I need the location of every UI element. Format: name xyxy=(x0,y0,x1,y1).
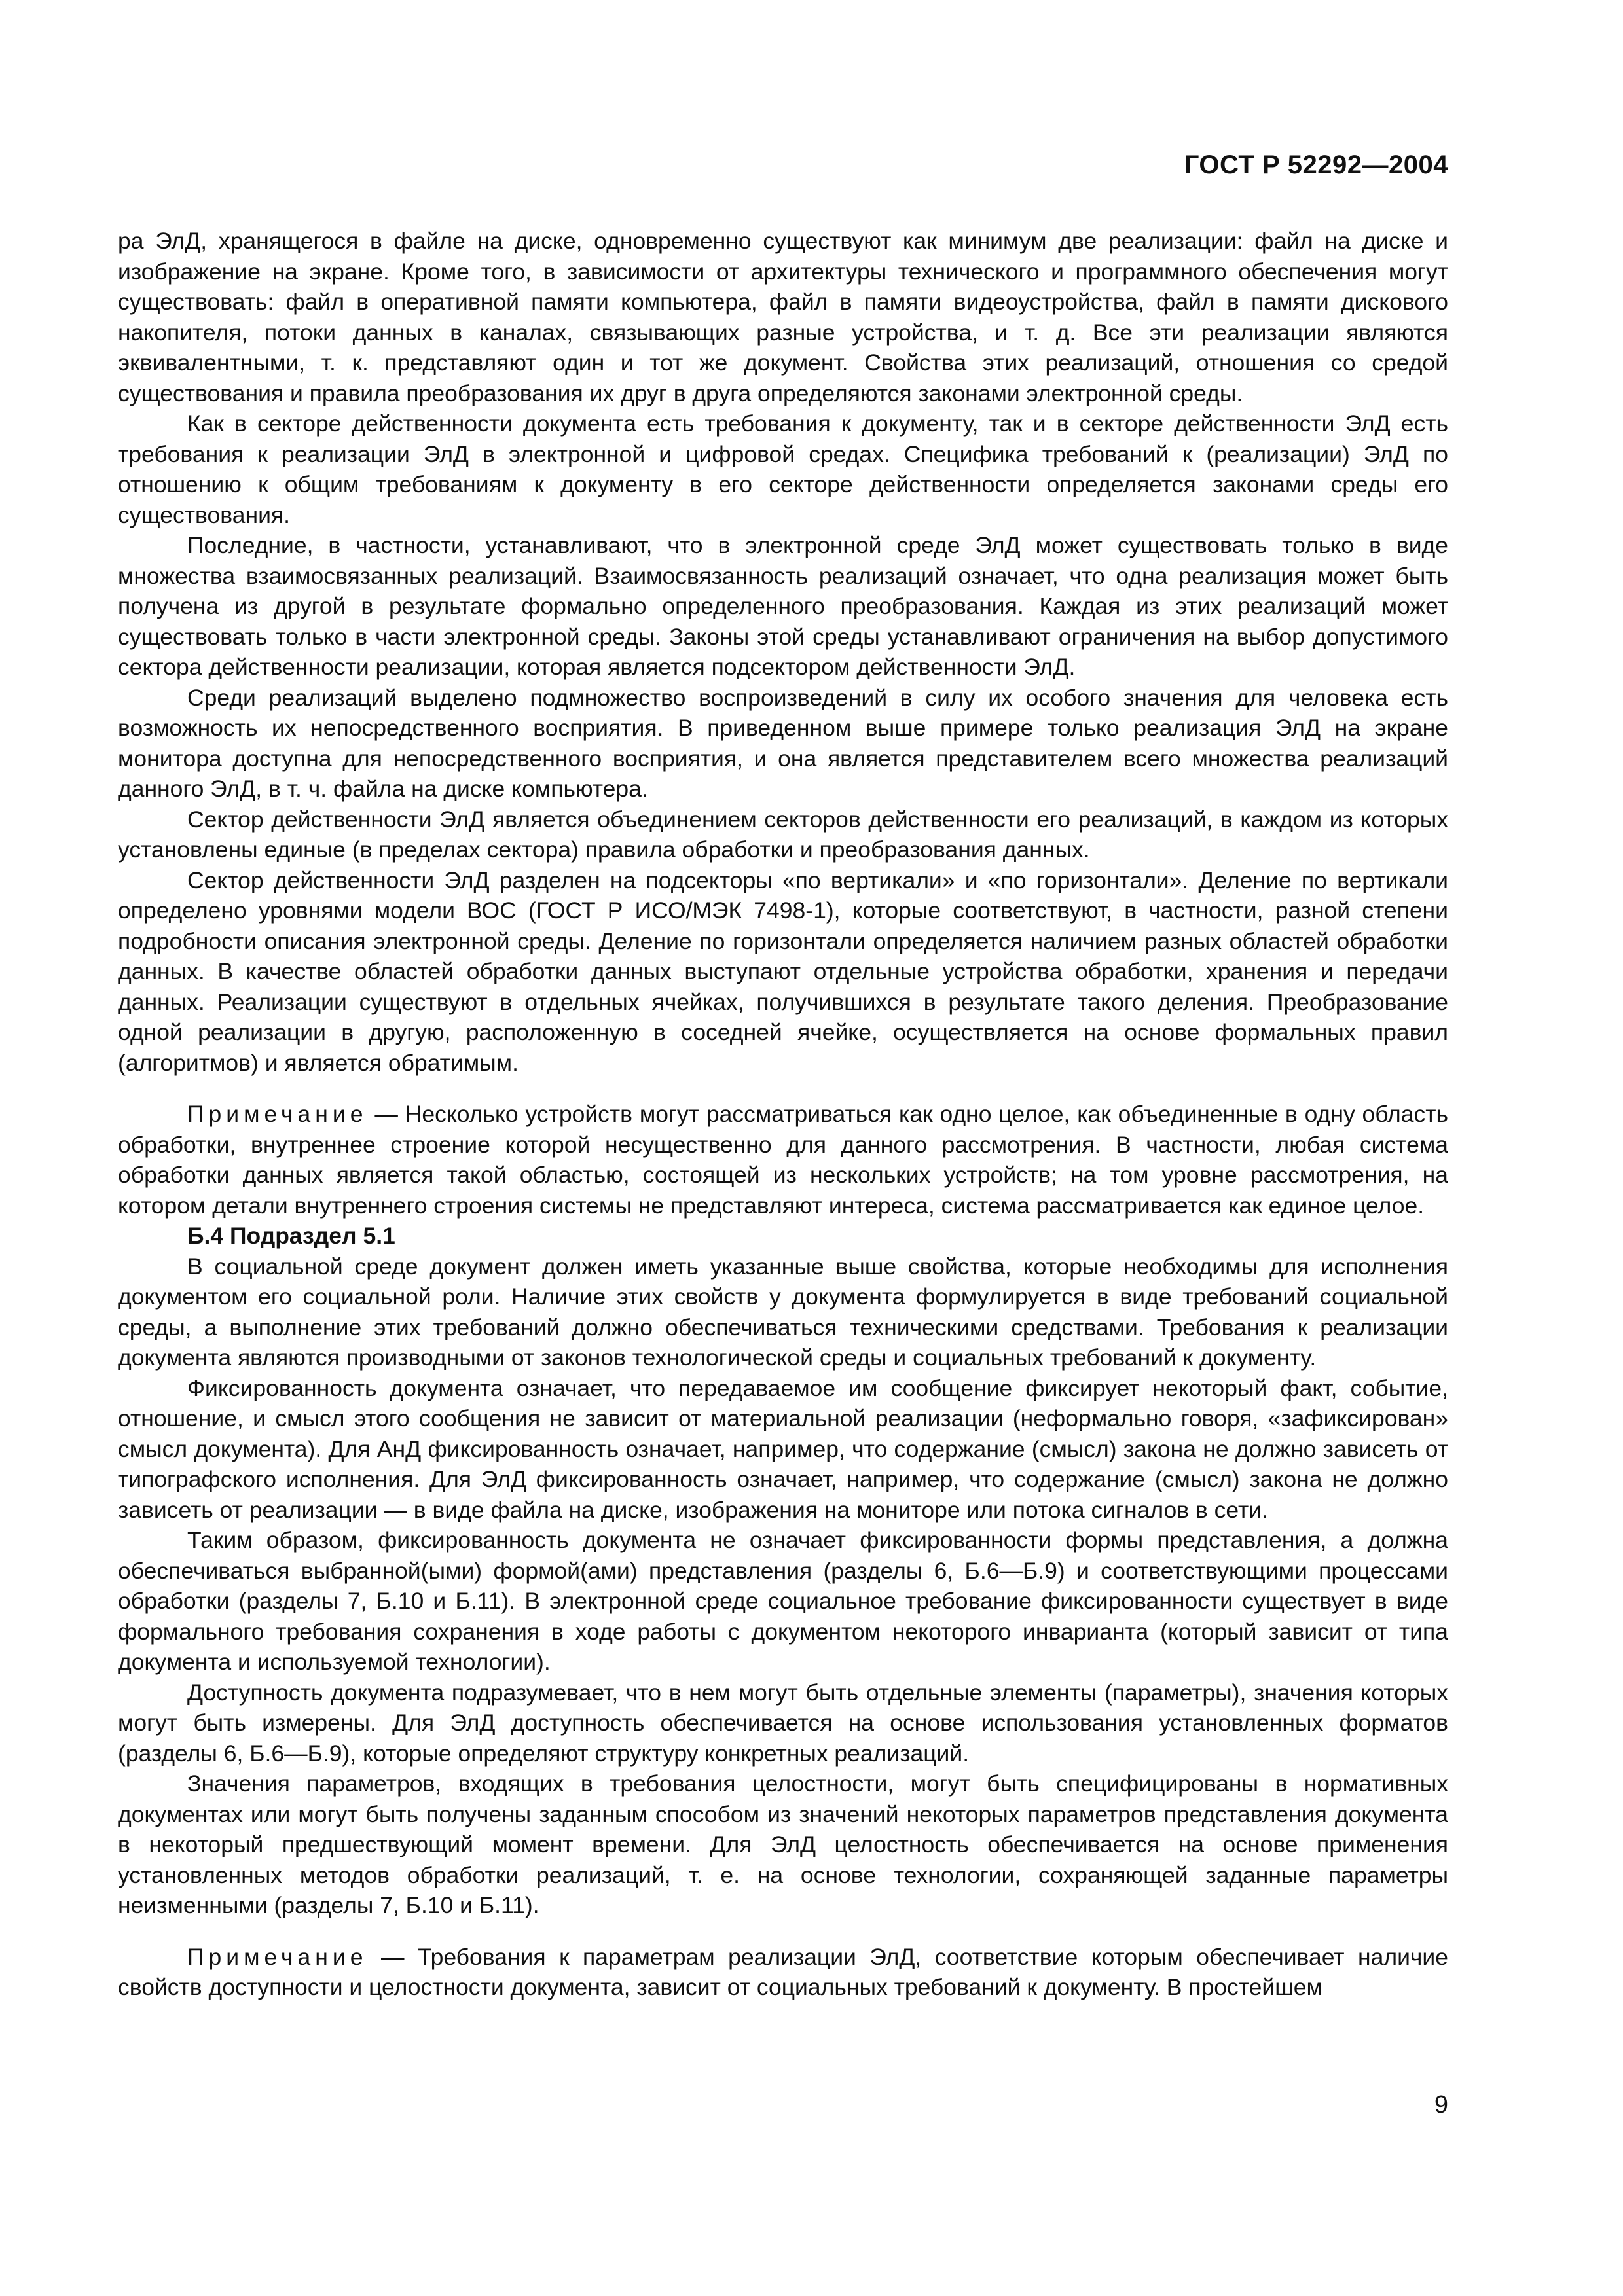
paragraph: Сектор действенности ЭлД разделен на подсекторы «по вертикали» и «по горизонтали». Деление по вертикали определено уровнями модели ВОС (ГОСТ Р ИСО/МЭК 7498-1), которые соответствуют, в частности, разной степени подробности описания электронной среды. Деление по горизонтали определяется наличием разных областей обработки данных. В качестве областей обработки данных выступают отдельные устройства обработки, хранения и передачи данных. Реализации существуют в отдельных ячейках, получившихся в результате такого деления. Преобразование одной реализации в другую, расположенную в соседней ячейке, осуществляется на основе формальных правил (алгоритмов) и является обратимым. xyxy=(118,867,1448,1076)
paragraph: В социальной среде документ должен иметь указанные выше свойства, которые необходимы для исполнения документом его социальной роли. Наличие этих свойств у документа формулируется в виде требований социальной среды, а выполнение этих требований должно обеспечиваться техническими средствами. Требования к реализации документа являются производными от законов технологической среды и социальных требований к документу. xyxy=(118,1253,1448,1371)
document-code-header: ГОСТ Р 52292—2004 xyxy=(1184,151,1448,179)
page-body xyxy=(118,226,1448,2003)
paragraph: Доступность документа подразумевает, что в нем могут быть отдельные элементы (параметры), значения которых могут быть измерены. Для ЭлД доступность обеспечивается на основе использования установленных форматов (разделы 6, Б.6—Б.9), которые определяют структуру конкретных реализаций. xyxy=(118,1679,1448,1767)
page-number: 9 xyxy=(1434,2091,1448,2119)
note-paragraph xyxy=(118,1942,1448,2003)
paragraph: Сектор действенности ЭлД является объединением секторов действенности его реализаций, в каждом из которых установлены единые (в пределах сектора) правила обработки и преобразования данных. xyxy=(118,806,1448,863)
section-heading: Б.4 Подраздел 5.1 xyxy=(187,1223,395,1249)
note-text: — Несколько устройств могут рассматриваться как одно целое, как объединенные в одну область обработки, внутреннее строение которой несущественно для данного рассмотрения. В частности, любая система обработки данных является такой областью, состоящей из нескольких устройств; на том уровне рассмотрения, на котором детали внутреннего строения системы не представляют интереса, система рассматривается как единое целое. xyxy=(118,1101,1448,1219)
paragraph: ра ЭлД, хранящегося в файле на диске, одновременно существуют как минимум две реализации: файл на диске и изображение на экране. Кроме того, в зависимости от архитектуры технического и программного обеспечения могут существовать: файл в оперативной памяти компьютера, файл в памяти видеоустройства, файл в памяти дискового накопителя, потоки данных в каналах, связывающих разные устройства, и т. д. Все эти реализации являются эквивалентными, т. к. представляют один и тот же документ. Свойства этих реализаций, отношения со средой существования и правила преобразования их друг в друга определяются законами электронной среды. xyxy=(118,228,1448,406)
note-text: — Требования к параметрам реализации ЭлД, соответствие которым обеспечивает наличие свойств доступности и целостности документа, зависит от социальных требований к документу. В простейшем xyxy=(118,1943,1448,2000)
note-label: Примечание xyxy=(187,1101,368,1127)
note-label: Примечание xyxy=(187,1943,368,1970)
paragraph: Значения параметров, входящих в требования целостности, могут быть специфицированы в нормативных документах или могут быть получены заданным способом из значений некоторых параметров представления документа в некоторый предшествующий момент времени. Для ЭлД целостность обеспечивается на основе применения установленных методов обработки реализаций, т. е. на основе технологии, сохраняющей заданные параметры неизменными (разделы 7, Б.10 и Б.11). xyxy=(118,1770,1448,1918)
paragraph: Последние, в частности, устанавливают, что в электронной среде ЭлД может существовать только в виде множества взаимосвязанных реализаций. Взаимосвязанность реализаций означает, что одна реализация может быть получена из другой в результате формально определенного преобразования. Каждая из этих реализаций может существовать только в части электронной среды. Законы этой среды устанавливают ограничения на выбор допустимого сектора действенности реализации, которая является подсектором действенности ЭлД. xyxy=(118,532,1448,680)
paragraph: Фиксированность документа означает, что передаваемое им сообщение фиксирует некоторый факт, событие, отношение, и смысл этого сообщения не зависит от материальной реализации (неформально говоря, «зафиксирован» смысл документа). Для АнД фиксированность означает, например, что содержание (смысл) закона не должно зависеть от типографского исполнения. Для ЭлД фиксированность означает, например, что содержание (смысл) закона не должно зависеть от реализации — в виде файла на диске, изображения на мониторе или потока сигналов в сети. xyxy=(118,1374,1448,1523)
paragraph: Среди реализаций выделено подмножество воспроизведений в силу их особого значения для человека есть возможность их непосредственного восприятия. В приведенном выше примере только реализация ЭлД на экране монитора доступна для непосредственного восприятия, и она является представителем всего множества реализаций данного ЭлД, в т. ч. файла на диске компьютера. xyxy=(118,684,1448,802)
note-paragraph xyxy=(118,1099,1448,1221)
paragraph: Таким образом, фиксированность документа не означает фиксированности формы представления, а должна обеспечиваться выбранной(ыми) формой(ами) представления (разделы 6, Б.6—Б.9) и соответствующими процессами обработки (разделы 7, Б.10 и Б.11). В электронной среде социальное требование фиксированности существует в виде формального требования сохранения в ходе работы с документом некоторого инварианта (который зависит от типа документа и используемой технологии). xyxy=(118,1527,1448,1675)
paragraph: Как в секторе действенности документа есть требования к документу, так и в секторе действенности ЭлД есть требования к реализации ЭлД в электронной и цифровой средах. Специфика требований к (реализации) ЭлД по отношению к общим требованиям к документу в его секторе действенности определяется законами среды его существования. xyxy=(118,410,1448,528)
